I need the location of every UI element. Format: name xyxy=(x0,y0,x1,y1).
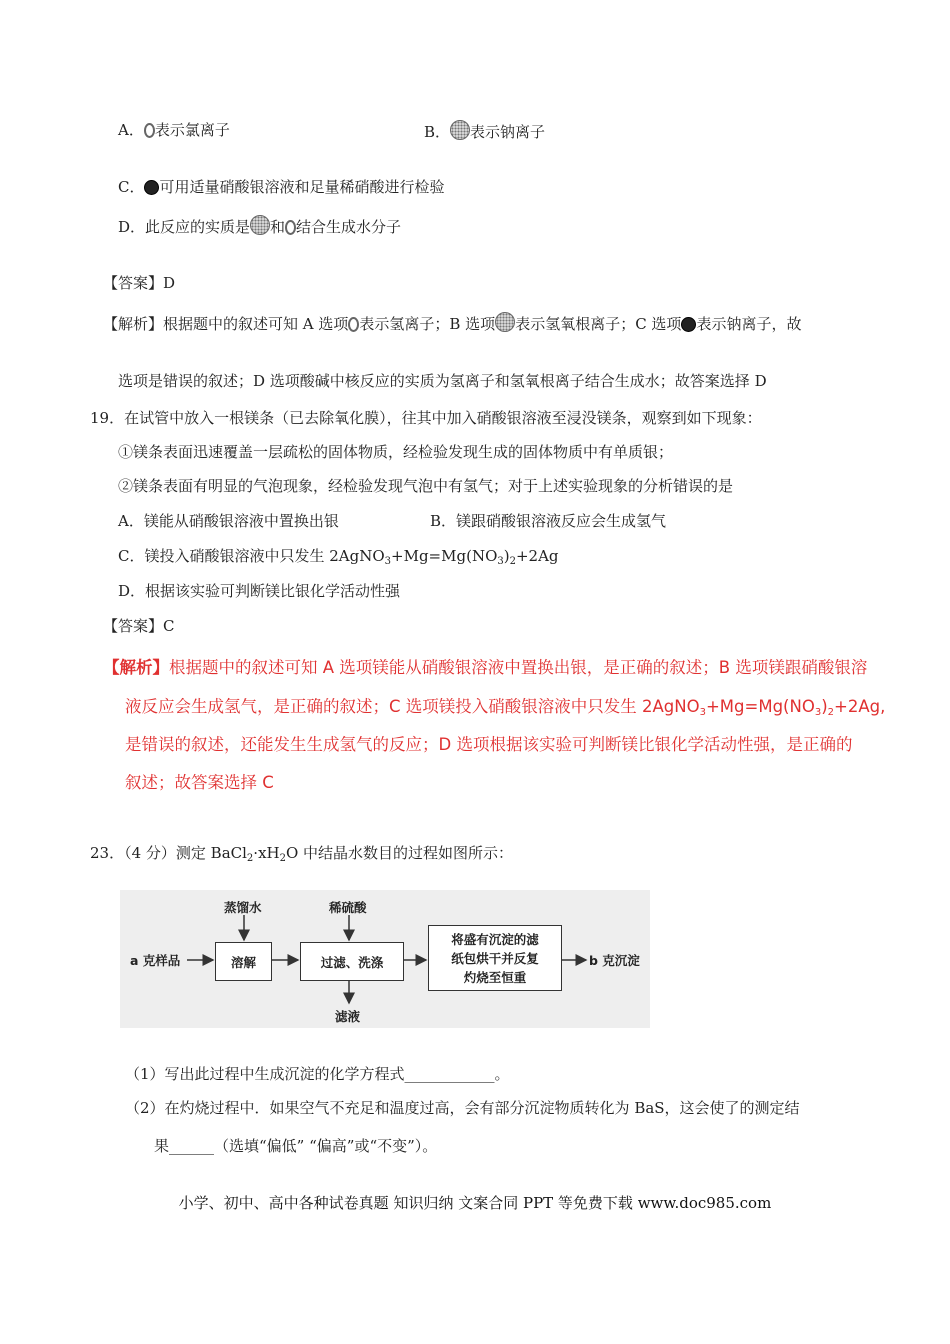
analysis-text: 表示氢氧根离子；C 选项 xyxy=(515,315,682,333)
analysis-label: 【解析】 xyxy=(103,658,169,677)
q19-option-d: D．根据该实验可判断镁比银化学活动性强 xyxy=(118,582,401,600)
subscript: 2 xyxy=(827,707,835,718)
analysis-text: 根据题中的叙述可知 A 选项 xyxy=(163,315,349,333)
analysis-text: 表示氢离子；B 选项 xyxy=(359,315,496,333)
flow-step-dissolve: 溶解 xyxy=(215,942,272,981)
analysis-text: +Mg=Mg(NO xyxy=(705,697,815,716)
q19-answer xyxy=(103,616,175,636)
q19-observation-1: ①镁条表面迅速覆盖一层疏松的固体物质，经检验发现生成的固体物质中有单质银； xyxy=(118,443,674,461)
analysis-label: 【解析】 xyxy=(103,315,164,333)
hydroxide-ion-icon xyxy=(250,215,270,235)
formula-part: ) xyxy=(503,547,510,565)
subscript: 2 xyxy=(279,853,286,864)
hydroxide-ion-icon xyxy=(495,312,515,332)
flow-filtrate-label: 滤液 xyxy=(335,1009,361,1024)
answer-label: 【答案】 xyxy=(103,274,164,292)
subscript: 3 xyxy=(699,707,706,718)
flow-reagent-water: 蒸馏水 xyxy=(224,900,262,915)
q18-option-b xyxy=(424,120,545,142)
option-text: 可用适量硝酸银溶液和足量稀硝酸进行检验 xyxy=(159,178,445,196)
hydrogen-ion-icon xyxy=(144,123,155,138)
hydrogen-ion-icon xyxy=(348,317,359,332)
box-line: 纸包烘干并反复 xyxy=(451,950,539,966)
option-prefix: C． xyxy=(118,178,145,196)
q19-stem: 19．在试管中放入一根镁条（已去除氧化膜），往其中加入硝酸银溶液至浸没镁条，观察到如下现象： xyxy=(90,409,762,427)
option-prefix: A． xyxy=(118,121,144,139)
option-prefix: D．此反应的实质是 xyxy=(118,218,251,236)
answer-value: C xyxy=(163,617,175,635)
q23-stem xyxy=(90,843,513,869)
analysis-text: 根据题中的叙述可知 A 选项镁能从硝酸银溶液中置换出银，是正确的叙述；B 选项镁跟硝酸银溶 xyxy=(169,658,868,677)
option-prefix: B． xyxy=(424,123,451,141)
q23-sub-question-2-line2: 果______（选填“偏低” “偏高”或“不变”）。 xyxy=(154,1137,438,1155)
option-connector: 和 xyxy=(270,218,286,236)
subscript: 3 xyxy=(497,556,504,567)
analysis-text: 液反应会生成氢气，是正确的叙述；C 选项镁投入硝酸银溶液中只发生 2AgNO xyxy=(125,697,700,716)
stem-part: 23．（4 分）测定 BaCl xyxy=(90,844,247,862)
q19-option-c xyxy=(118,546,559,572)
stem-part: ·xH xyxy=(253,844,280,862)
formula-part: C．镁投入硝酸银溶液中只发生 2AgNO xyxy=(118,547,385,565)
box-line: 将盛有沉淀的滤 xyxy=(451,931,539,947)
sodium-ion-icon xyxy=(681,317,696,332)
analysis-text: +2Ag, xyxy=(834,697,886,716)
q18-option-a xyxy=(118,120,230,140)
q18-analysis-line2: 选项是错误的叙述；D 选项酸碱中核反应的实质为氢离子和氢氧根离子结合生成水；故答案选择 D xyxy=(118,372,767,390)
q19-analysis-line2 xyxy=(125,697,885,723)
q18-option-c xyxy=(118,177,445,197)
formula-part: +2Ag xyxy=(515,547,559,565)
flow-input-label: a 克样品 xyxy=(130,953,181,968)
subscript: 3 xyxy=(384,556,392,567)
answer-label: 【答案】 xyxy=(103,617,164,635)
hydrogen-ion-icon xyxy=(285,220,296,235)
q19-analysis-line3: 是错误的叙述，还能发生生成氢气的反应；D 选项根据该实验可判断镁比银化学活动性强，是正确的 xyxy=(125,735,853,754)
q19-analysis-line1 xyxy=(103,658,867,678)
q23-sub-question-2-line1: （2）在灼烧过程中．如果空气不充足和温度过高，会有部分沉淀物质转化为 BaS，这会使了的测定结 xyxy=(125,1099,800,1117)
option-text: 结合生成水分子 xyxy=(296,218,402,236)
subscript: 2 xyxy=(509,556,516,567)
analysis-text: 表示钠离子，故 xyxy=(696,315,802,333)
q18-option-d xyxy=(118,215,401,237)
sodium-ion-icon xyxy=(144,180,159,195)
box-line: 灼烧至恒重 xyxy=(463,969,527,985)
q19-option-a: A．镁能从硝酸银溶液中置换出银 xyxy=(118,512,339,530)
hydroxide-ion-icon xyxy=(450,120,470,140)
page-footer: 小学、初中、高中各种试卷真题 知识归纳 文案合同 PPT 等免费下载 www.doc985.com xyxy=(178,1194,772,1212)
q19-option-b: B．镁跟硝酸银溶液反应会生成氢气 xyxy=(430,512,667,530)
subscript: 2 xyxy=(246,853,254,864)
subscript: 3 xyxy=(814,707,822,718)
formula-part: +Mg=Mg(NO xyxy=(391,547,498,565)
answer-value: D xyxy=(163,274,176,292)
q19-analysis-line4: 叙述；故答案选择 C xyxy=(125,773,274,792)
option-text: 表示钠离子 xyxy=(470,123,546,141)
q18-analysis-line1 xyxy=(103,312,801,334)
stem-part: O 中结晶水数目的过程如图所示： xyxy=(285,844,514,862)
q18-answer xyxy=(103,273,175,293)
q23-sub-question-1: （1）写出此过程中生成沉淀的化学方程式____________。 xyxy=(125,1065,510,1083)
flow-step-filter-wash: 过滤、洗涤 xyxy=(300,942,404,981)
flow-output-label: b 克沉淀 xyxy=(589,953,640,968)
flow-step-dry-burn xyxy=(428,925,562,991)
flow-reagent-acid: 稀硫酸 xyxy=(329,900,367,915)
flowchart xyxy=(120,890,650,1028)
option-text: 表示氯离子 xyxy=(154,121,230,139)
q19-observation-2: ②镁条表面有明显的气泡现象，经检验发现气泡中有氢气；对于上述实验现象的分析错误的是 xyxy=(118,477,734,495)
analysis-text: ) xyxy=(821,697,828,716)
